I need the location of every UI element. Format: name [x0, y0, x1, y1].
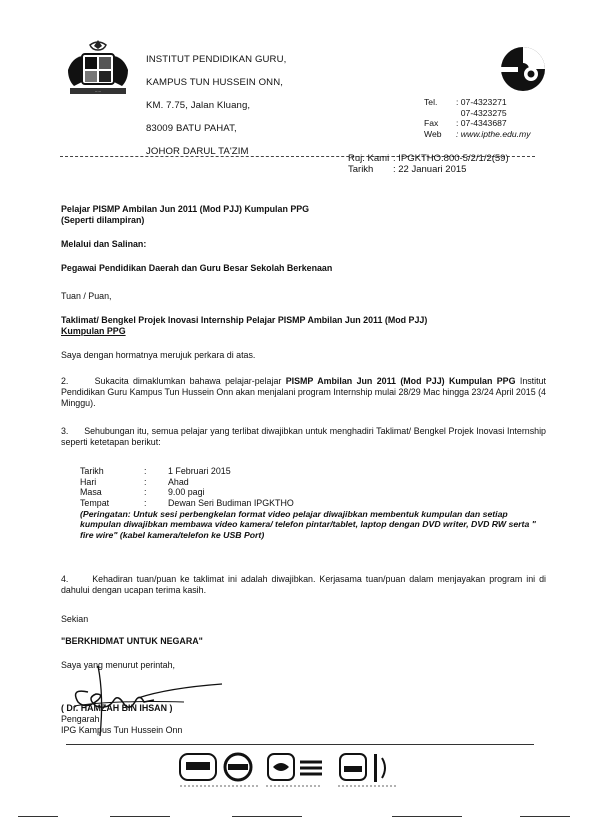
closing: Sekian: [61, 614, 89, 624]
schedule-row: Tarikh : 1 Februari 2015: [80, 466, 231, 476]
paragraph-text: Institut Pendidikan Guru Kampus Tun Hussein Onn akan menjalani program Internship mulai 28/29 Mac hingga 23/24 April 2015 (4 Minggu).: [61, 376, 546, 408]
subject: [61, 315, 546, 337]
paragraph-text: Sukacita dimaklumkan bahawa pelajar-pelajar: [94, 376, 286, 386]
schedule-key: Tarikh: [80, 466, 104, 476]
schedule-row: Tempat : Dewan Seri Budiman IPGKTHO: [80, 498, 294, 509]
paragraph-text: Kehadiran tuan/puan ke taklimat ini adalah diwajibkan. Kerjasama tuan/puan dalam menjayakan program ini di dahului dengan ucapan terima kasih.: [61, 574, 546, 595]
certification-badge-icon: [264, 750, 326, 790]
certification-badge-icon: [336, 750, 400, 790]
contact-row: [424, 129, 531, 140]
schedule: [80, 466, 550, 541]
ruj-value: : IPGKTHO.800-5/2/1/2(59): [393, 153, 509, 164]
contact-value: : 07-4323271: [456, 97, 507, 107]
crop-mark: [520, 816, 570, 817]
schedule-key: Masa: [80, 487, 102, 498]
crop-mark: [392, 816, 462, 817]
recipient-note: (Seperti dilampiran): [61, 215, 145, 225]
address-line: JOHOR DARUL TA'ZIM: [146, 145, 249, 157]
paragraph-number: 3.: [61, 426, 69, 436]
contact-key: [424, 108, 456, 119]
reminder-note: (Peringatan: Untuk sesi perbengkelan format video pelajar diwajibkan membentuk kumpulan dan setiap kumpulan diwajibkan membawa video kamera/ telefon pintar/tablet, laptop dengan DVD writer, DVD RW serta " fire wire" (kabel kamera/telefon ke USB Port): [80, 508, 536, 540]
contact-key: Web: [424, 128, 442, 139]
contact-value: : 07-4343687: [456, 118, 507, 129]
tarikh-label: Tarikh: [348, 163, 374, 175]
paragraph-1: Saya dengan hormatnya merujuk perkara di atas.: [61, 350, 256, 360]
via-label: Melalui dan Salinan:: [61, 239, 147, 249]
contact-row: [424, 97, 531, 108]
address-line: INSTITUT PENDIDIKAN GURU,: [146, 53, 287, 65]
contact-info: [424, 97, 531, 139]
crop-mark: [110, 816, 170, 817]
contact-key: Fax: [424, 118, 439, 129]
tarikh-value: : 22 Januari 2015: [393, 163, 467, 175]
schedule-row: Hari : Ahad: [80, 476, 189, 487]
schedule-value: Ahad: [168, 476, 189, 487]
obedient-line: Saya yang menurut perintah,: [61, 660, 175, 670]
motto: "BERKHIDMAT UNTUK NEGARA": [61, 636, 203, 646]
address-line: KM. 7.75, Jalan Kluang,: [146, 99, 251, 111]
paragraph-number: 4.: [61, 574, 69, 584]
schedule-value: Dewan Seri Budiman IPGKTHO: [168, 498, 294, 509]
signer-organization: IPG Kampus Tun Hussein Onn: [61, 725, 183, 735]
paragraph-3: [61, 426, 546, 448]
institute-address: [146, 42, 286, 169]
footer-divider: [66, 744, 534, 745]
crop-mark: [232, 816, 302, 817]
subject-line: Taklimat/ Bengkel Projek Inovasi Internship Pelajar PISMP Ambilan Jun 2011 (Mod PJJ): [61, 315, 428, 325]
malaysia-crest-logo: [56, 36, 140, 100]
signer-title: Pengarah: [61, 714, 100, 724]
schedule-value: 1 Februari 2015: [168, 466, 231, 476]
recipient-line: Pelajar PISMP Ambilan Jun 2011 (Mod PJJ) Kumpulan PPG: [61, 204, 310, 214]
schedule-row: Masa : 9.00 pagi: [80, 487, 205, 498]
svg-text:·····: ·····: [94, 89, 102, 94]
paragraph-number: 2.: [61, 376, 69, 386]
schedule-key: Hari: [80, 476, 97, 487]
ipg-logo: [498, 44, 548, 94]
schedule-value: 9.00 pagi: [168, 487, 205, 498]
signer-name: ( Dr. HAMZAH BIN IHSAN ): [61, 703, 173, 713]
salutation: Tuan / Puan,: [61, 291, 112, 301]
contact-value: : www.ipthe.edu.my: [456, 128, 531, 139]
address-line: 83009 BATU PAHAT,: [146, 122, 237, 134]
schedule-key: Tempat: [80, 498, 110, 509]
paragraph-2: [61, 376, 546, 409]
paragraph-bold: PISMP Ambilan Jun 2011 (Mod PJJ) Kumpulan PPG: [285, 376, 516, 386]
address-line: KAMPUS TUN HUSSEIN ONN,: [146, 76, 283, 88]
ruj-label: Ruj. Kami: [348, 153, 390, 164]
crop-mark: [18, 816, 58, 817]
paragraph-4: [61, 574, 546, 596]
contact-row: [424, 118, 531, 129]
cc-line: Pegawai Pendidikan Daerah dan Guru Besar Sekolah Berkenaan: [61, 263, 333, 273]
paragraph-text: Sehubungan itu, semua pelajar yang terlibat diwajibkan untuk menghadiri Taklimat/ Bengkel Projek Inovasi Internship seperti ketetapan berikut:: [61, 426, 546, 447]
certification-badge-icon: [178, 750, 262, 790]
contact-key: Tel.: [424, 97, 438, 107]
contact-row: [424, 108, 531, 119]
contact-value: 07-4323275: [456, 107, 507, 118]
reference-block: [348, 154, 509, 175]
subject-line: Kumpulan PPG: [61, 326, 126, 336]
